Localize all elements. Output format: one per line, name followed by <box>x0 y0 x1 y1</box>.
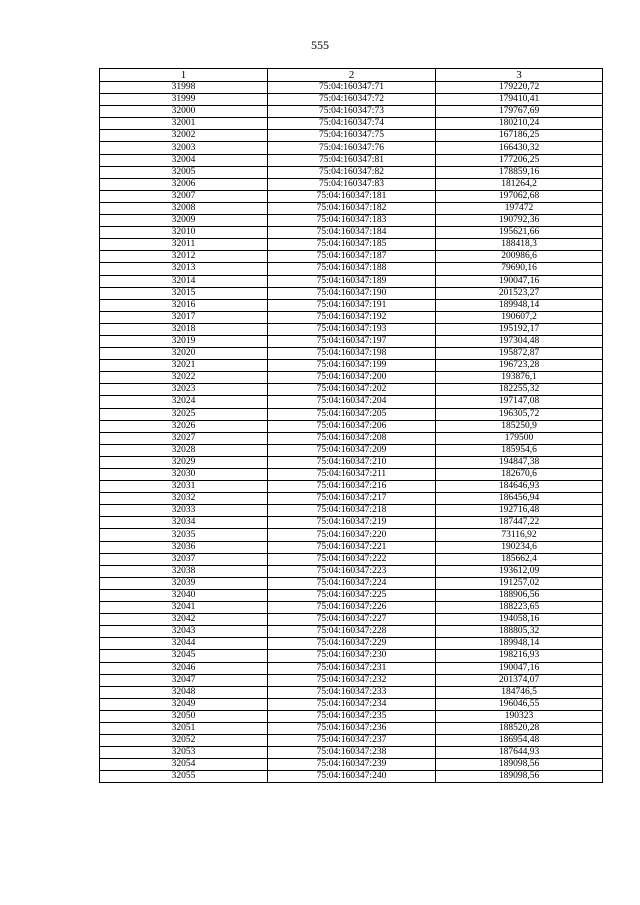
value-cell: 197304,48 <box>436 335 603 347</box>
cadastral-number-cell: 75:04:160347:190 <box>268 287 436 299</box>
value-cell: 195192,17 <box>436 323 603 335</box>
value-cell: 189948,14 <box>436 638 603 650</box>
row-number-cell: 32006 <box>100 178 268 190</box>
row-number-cell: 32031 <box>100 481 268 493</box>
table-row <box>100 517 603 529</box>
value-cell: 200986,6 <box>436 251 603 263</box>
table-row <box>100 541 603 553</box>
row-number-cell: 32011 <box>100 239 268 251</box>
row-number-cell: 32018 <box>100 323 268 335</box>
value-cell: 188520,28 <box>436 722 603 734</box>
cadastral-number-cell: 75:04:160347:219 <box>268 517 436 529</box>
value-cell: 201523,27 <box>436 287 603 299</box>
row-number-cell: 31998 <box>100 82 268 94</box>
cadastral-number-cell: 75:04:160347:217 <box>268 493 436 505</box>
value-cell: 190047,16 <box>436 662 603 674</box>
row-number-cell: 32043 <box>100 626 268 638</box>
row-number-cell: 32055 <box>100 771 268 783</box>
row-number-cell: 32042 <box>100 614 268 626</box>
value-cell: 189098,56 <box>436 771 603 783</box>
row-number-cell: 32052 <box>100 735 268 747</box>
table-row <box>100 215 603 227</box>
value-cell: 188223,65 <box>436 602 603 614</box>
table-row <box>100 408 603 420</box>
value-cell: 185250,9 <box>436 420 603 432</box>
value-cell: 180210,24 <box>436 118 603 130</box>
value-cell: 179767,69 <box>436 106 603 118</box>
cadastral-number-cell: 75:04:160347:82 <box>268 166 436 178</box>
table-row <box>100 94 603 106</box>
table-row <box>100 130 603 142</box>
table-row <box>100 190 603 202</box>
cadastral-number-cell: 75:04:160347:199 <box>268 360 436 372</box>
table-row <box>100 469 603 481</box>
cadastral-number-cell: 75:04:160347:75 <box>268 130 436 142</box>
table-row <box>100 674 603 686</box>
cadastral-number-cell: 75:04:160347:74 <box>268 118 436 130</box>
value-cell: 185662,4 <box>436 553 603 565</box>
cadastral-number-cell: 75:04:160347:208 <box>268 432 436 444</box>
row-number-cell: 32048 <box>100 686 268 698</box>
value-cell: 193612,09 <box>436 565 603 577</box>
row-number-cell: 32014 <box>100 275 268 287</box>
value-cell: 197472 <box>436 202 603 214</box>
table-row <box>100 166 603 178</box>
cadastral-number-cell: 75:04:160347:239 <box>268 759 436 771</box>
row-number-cell: 32047 <box>100 674 268 686</box>
table-row <box>100 529 603 541</box>
row-number-cell: 32015 <box>100 287 268 299</box>
row-number-cell: 32029 <box>100 456 268 468</box>
cadastral-number-cell: 75:04:160347:224 <box>268 577 436 589</box>
value-cell: 186456,94 <box>436 493 603 505</box>
table-row <box>100 735 603 747</box>
value-cell: 190047,16 <box>436 275 603 287</box>
row-number-cell: 32013 <box>100 263 268 275</box>
table-row <box>100 444 603 456</box>
row-number-cell: 32016 <box>100 299 268 311</box>
row-number-cell: 32012 <box>100 251 268 263</box>
table-row <box>100 263 603 275</box>
value-cell: 193876,1 <box>436 372 603 384</box>
value-cell: 184746,5 <box>436 686 603 698</box>
value-cell: 73116,92 <box>436 529 603 541</box>
cadastral-number-cell: 75:04:160347:81 <box>268 154 436 166</box>
row-number-cell: 32023 <box>100 384 268 396</box>
cadastral-number-cell: 75:04:160347:220 <box>268 529 436 541</box>
value-cell: 194847,38 <box>436 456 603 468</box>
row-number-cell: 32025 <box>100 408 268 420</box>
row-number-cell: 32049 <box>100 698 268 710</box>
table-row <box>100 396 603 408</box>
row-number-cell: 32046 <box>100 662 268 674</box>
cadastral-number-cell: 75:04:160347:222 <box>268 553 436 565</box>
value-cell: 190607,2 <box>436 311 603 323</box>
row-number-cell: 32035 <box>100 529 268 541</box>
value-cell: 179500 <box>436 432 603 444</box>
row-number-cell: 32041 <box>100 602 268 614</box>
table-row <box>100 154 603 166</box>
table-row <box>100 287 603 299</box>
row-number-cell: 32038 <box>100 565 268 577</box>
table-row <box>100 638 603 650</box>
cadastral-number-cell: 75:04:160347:189 <box>268 275 436 287</box>
table-row <box>100 348 603 360</box>
value-cell: 181264,2 <box>436 178 603 190</box>
table-row <box>100 686 603 698</box>
row-number-cell: 32000 <box>100 106 268 118</box>
value-cell: 194058,16 <box>436 614 603 626</box>
row-number-cell: 32002 <box>100 130 268 142</box>
table-row <box>100 626 603 638</box>
table-row <box>100 335 603 347</box>
value-cell: 189948,14 <box>436 299 603 311</box>
cadastral-number-cell: 75:04:160347:211 <box>268 469 436 481</box>
value-cell: 177206,25 <box>436 154 603 166</box>
cadastral-number-cell: 75:04:160347:235 <box>268 710 436 722</box>
value-cell: 196046,55 <box>436 698 603 710</box>
table-row <box>100 239 603 251</box>
cadastral-number-cell: 75:04:160347:233 <box>268 686 436 698</box>
value-cell: 201374,07 <box>436 674 603 686</box>
table-row <box>100 178 603 190</box>
row-number-cell: 32040 <box>100 589 268 601</box>
row-number-cell: 32007 <box>100 190 268 202</box>
table-row <box>100 493 603 505</box>
table-row <box>100 384 603 396</box>
row-number-cell: 32054 <box>100 759 268 771</box>
row-number-cell: 32010 <box>100 227 268 239</box>
table-row <box>100 710 603 722</box>
table-header-row <box>100 69 603 82</box>
table-row <box>100 323 603 335</box>
table-row <box>100 432 603 444</box>
table-row <box>100 577 603 589</box>
value-cell: 187447,22 <box>436 517 603 529</box>
table-row <box>100 106 603 118</box>
value-cell: 190234,6 <box>436 541 603 553</box>
cadastral-number-cell: 75:04:160347:73 <box>268 106 436 118</box>
row-number-cell: 32053 <box>100 747 268 759</box>
cadastral-number-cell: 75:04:160347:187 <box>268 251 436 263</box>
row-number-cell: 32024 <box>100 396 268 408</box>
table-row <box>100 662 603 674</box>
row-number-cell: 32051 <box>100 722 268 734</box>
row-number-cell: 32020 <box>100 348 268 360</box>
value-cell: 196305,72 <box>436 408 603 420</box>
table-row <box>100 650 603 662</box>
page-number: 555 <box>311 38 329 52</box>
value-cell: 197147,08 <box>436 396 603 408</box>
value-cell: 195872,87 <box>436 348 603 360</box>
cadastral-number-cell: 75:04:160347:197 <box>268 335 436 347</box>
cadastral-number-cell: 75:04:160347:228 <box>268 626 436 638</box>
value-cell: 198216,93 <box>436 650 603 662</box>
row-number-cell: 32027 <box>100 432 268 444</box>
value-cell: 192716,48 <box>436 505 603 517</box>
value-cell: 188418,3 <box>436 239 603 251</box>
row-number-cell: 32045 <box>100 650 268 662</box>
table-row <box>100 456 603 468</box>
table-row <box>100 202 603 214</box>
table-row <box>100 227 603 239</box>
cadastral-number-cell: 75:04:160347:216 <box>268 481 436 493</box>
cadastral-number-cell: 75:04:160347:234 <box>268 698 436 710</box>
cadastral-number-cell: 75:04:160347:230 <box>268 650 436 662</box>
row-number-cell: 32004 <box>100 154 268 166</box>
table-row <box>100 722 603 734</box>
row-number-cell: 32009 <box>100 215 268 227</box>
cadastral-number-cell: 75:04:160347:71 <box>268 82 436 94</box>
cadastral-number-cell: 75:04:160347:198 <box>268 348 436 360</box>
cadastral-number-cell: 75:04:160347:227 <box>268 614 436 626</box>
cadastral-number-cell: 75:04:160347:182 <box>268 202 436 214</box>
cadastral-number-cell: 75:04:160347:184 <box>268 227 436 239</box>
row-number-cell: 31999 <box>100 94 268 106</box>
row-number-cell: 32026 <box>100 420 268 432</box>
cadastral-number-cell: 75:04:160347:210 <box>268 456 436 468</box>
table-row <box>100 251 603 263</box>
cadastral-number-cell: 75:04:160347:236 <box>268 722 436 734</box>
cadastral-number-cell: 75:04:160347:183 <box>268 215 436 227</box>
row-number-cell: 32036 <box>100 541 268 553</box>
row-number-cell: 32028 <box>100 444 268 456</box>
cadastral-number-cell: 75:04:160347:83 <box>268 178 436 190</box>
value-cell: 179220,72 <box>436 82 603 94</box>
value-cell: 184646,93 <box>436 481 603 493</box>
table-row <box>100 372 603 384</box>
value-cell: 188805,32 <box>436 626 603 638</box>
value-cell: 188906,56 <box>436 589 603 601</box>
row-number-cell: 32017 <box>100 311 268 323</box>
cadastral-number-cell: 75:04:160347:202 <box>268 384 436 396</box>
value-cell: 79690,16 <box>436 263 603 275</box>
cadastral-number-cell: 75:04:160347:181 <box>268 190 436 202</box>
row-number-cell: 32019 <box>100 335 268 347</box>
value-cell: 166430,32 <box>436 142 603 154</box>
value-cell: 186954,48 <box>436 735 603 747</box>
cadastral-number-cell: 75:04:160347:76 <box>268 142 436 154</box>
cadastral-number-cell: 75:04:160347:238 <box>268 747 436 759</box>
table-row <box>100 118 603 130</box>
table-row <box>100 698 603 710</box>
cadastral-number-cell: 75:04:160347:240 <box>268 771 436 783</box>
data-table <box>99 68 603 783</box>
value-cell: 178859,16 <box>436 166 603 178</box>
cadastral-number-cell: 75:04:160347:209 <box>268 444 436 456</box>
value-cell: 179410,41 <box>436 94 603 106</box>
table-row <box>100 602 603 614</box>
table-row <box>100 142 603 154</box>
row-number-cell: 32005 <box>100 166 268 178</box>
table-row <box>100 360 603 372</box>
column-header-2: 2 <box>268 69 436 82</box>
row-number-cell: 32008 <box>100 202 268 214</box>
cadastral-number-cell: 75:04:160347:218 <box>268 505 436 517</box>
cadastral-number-cell: 75:04:160347:192 <box>268 311 436 323</box>
table-row <box>100 505 603 517</box>
value-cell: 195621,66 <box>436 227 603 239</box>
row-number-cell: 32034 <box>100 517 268 529</box>
value-cell: 197062,68 <box>436 190 603 202</box>
cadastral-number-cell: 75:04:160347:188 <box>268 263 436 275</box>
value-cell: 190792,36 <box>436 215 603 227</box>
row-number-cell: 32022 <box>100 372 268 384</box>
table-row <box>100 481 603 493</box>
cadastral-number-cell: 75:04:160347:232 <box>268 674 436 686</box>
table-row <box>100 747 603 759</box>
cadastral-number-cell: 75:04:160347:185 <box>268 239 436 251</box>
row-number-cell: 32033 <box>100 505 268 517</box>
value-cell: 190323 <box>436 710 603 722</box>
column-header-3: 3 <box>436 69 603 82</box>
row-number-cell: 32021 <box>100 360 268 372</box>
value-cell: 185954,6 <box>436 444 603 456</box>
table-row <box>100 299 603 311</box>
cadastral-number-cell: 75:04:160347:225 <box>268 589 436 601</box>
row-number-cell: 32044 <box>100 638 268 650</box>
table-row <box>100 553 603 565</box>
table-row <box>100 420 603 432</box>
cadastral-number-cell: 75:04:160347:205 <box>268 408 436 420</box>
row-number-cell: 32050 <box>100 710 268 722</box>
cadastral-number-cell: 75:04:160347:237 <box>268 735 436 747</box>
row-number-cell: 32003 <box>100 142 268 154</box>
value-cell: 187644,93 <box>436 747 603 759</box>
table-row <box>100 82 603 94</box>
table-row <box>100 759 603 771</box>
table-row <box>100 311 603 323</box>
value-cell: 189098,56 <box>436 759 603 771</box>
cadastral-number-cell: 75:04:160347:223 <box>268 565 436 577</box>
cadastral-number-cell: 75:04:160347:200 <box>268 372 436 384</box>
table-row <box>100 275 603 287</box>
cadastral-number-cell: 75:04:160347:193 <box>268 323 436 335</box>
column-header-1: 1 <box>100 69 268 82</box>
cadastral-number-cell: 75:04:160347:72 <box>268 94 436 106</box>
table-row <box>100 771 603 783</box>
row-number-cell: 32037 <box>100 553 268 565</box>
row-number-cell: 32039 <box>100 577 268 589</box>
value-cell: 182255,32 <box>436 384 603 396</box>
cadastral-number-cell: 75:04:160347:206 <box>268 420 436 432</box>
cadastral-number-cell: 75:04:160347:221 <box>268 541 436 553</box>
value-cell: 182670,6 <box>436 469 603 481</box>
row-number-cell: 32030 <box>100 469 268 481</box>
cadastral-number-cell: 75:04:160347:191 <box>268 299 436 311</box>
cadastral-number-cell: 75:04:160347:204 <box>268 396 436 408</box>
table-row <box>100 565 603 577</box>
row-number-cell: 32001 <box>100 118 268 130</box>
value-cell: 167186,25 <box>436 130 603 142</box>
cadastral-number-cell: 75:04:160347:231 <box>268 662 436 674</box>
value-cell: 196723,28 <box>436 360 603 372</box>
table-row <box>100 614 603 626</box>
value-cell: 191257,02 <box>436 577 603 589</box>
table-row <box>100 589 603 601</box>
cadastral-number-cell: 75:04:160347:226 <box>268 602 436 614</box>
row-number-cell: 32032 <box>100 493 268 505</box>
cadastral-number-cell: 75:04:160347:229 <box>268 638 436 650</box>
table-body <box>100 82 603 783</box>
